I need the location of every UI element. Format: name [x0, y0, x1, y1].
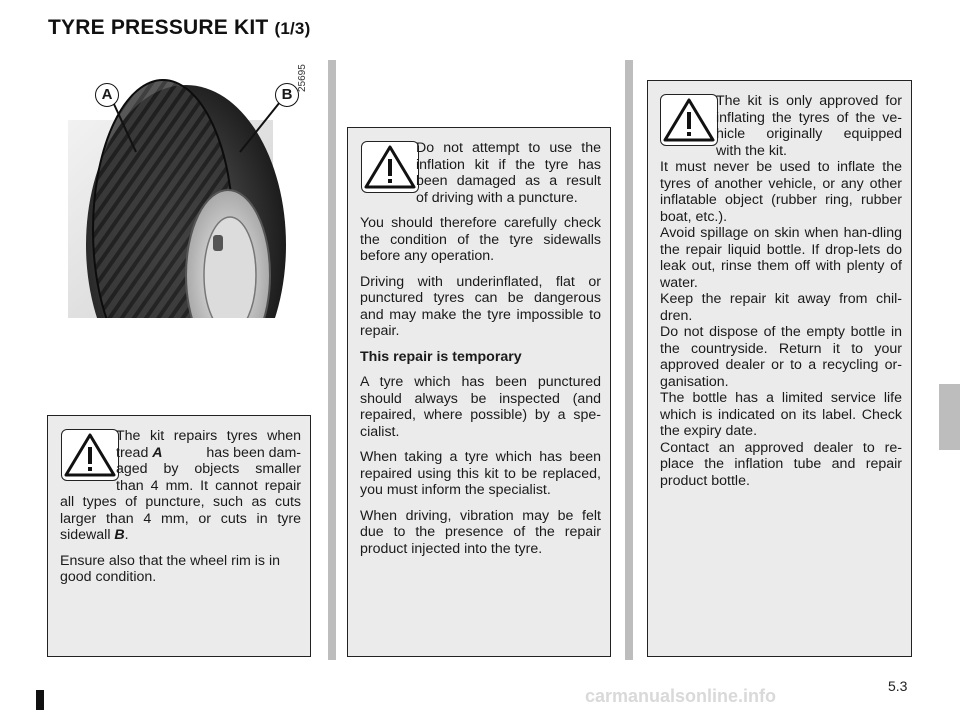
middle-paragraph-check: You should therefore carefully check the condition of the tyre sidewalls before any operation.: [360, 215, 601, 264]
middle-paragraph-danger: Driving with underinflated, flat or punctured tyres can be dangerous and may make the tyre impossible to repair.: [360, 273, 601, 339]
callout-label-b: [275, 83, 299, 107]
tread-line-rest: has been dam-: [206, 444, 301, 461]
right-paragraph-other-vehicles: It must never be used to inflate the tyres of another vehicle, or any other inflatable object (rubber ring, rubber boat, etc.).: [660, 159, 902, 225]
tyre-illustration: [68, 60, 318, 320]
left-intro-line-3: aged by objects smaller: [116, 461, 301, 477]
left-line-7: sidewall B.: [60, 527, 129, 543]
right-paragraph-spillage: Avoid spillage on skin when han-dling the repair liquid bottle. If drop-lets do leak out, rinse them off with plenty of water.: [660, 225, 902, 291]
left-panel-text: [60, 428, 301, 595]
left-intro-line-2: [60, 445, 301, 462]
right-intro-line-4: with the kit.: [716, 142, 787, 159]
callout-label-b-text: B: [281, 86, 293, 103]
middle-intro-line-4: of driving with a puncture.: [416, 189, 578, 206]
callout-label-a: [95, 83, 119, 107]
tread-word: tread A: [116, 444, 163, 461]
left-intro-line-1: The kit repairs tyres when: [116, 428, 301, 444]
page-title: [48, 16, 310, 40]
warning-panel-left: [47, 415, 311, 657]
middle-paragraph-vibration: When driving, vibration may be felt due to the presence of the repair product injected into the tyre.: [360, 507, 601, 557]
warning-panel-middle: [347, 127, 611, 657]
page-title-suffix: (1/3): [274, 19, 311, 38]
middle-paragraph-inspect: A tyre which has been punctured should always be inspected (and repaired, where possible) by a spe-cialist.: [360, 374, 601, 440]
section-thumb-tab: [939, 384, 960, 450]
crop-mark: [36, 690, 44, 710]
middle-intro-line-1: Do not attempt to use the: [416, 140, 601, 156]
left-line-6: larger than 4 mm, or cuts in tyre: [60, 510, 301, 527]
right-paragraph-contact-dealer: Contact an approved dealer to re-place the inflation tube and repair product bottle.: [660, 439, 902, 489]
right-paragraph-disposal: Do not dispose of the empty bottle in the countryside. Return it to your approved dealer or to a recycling or-ganisation.: [660, 324, 902, 390]
callout-label-a-text: A: [101, 86, 113, 103]
right-paragraph-service-life: The bottle has a limited service life which is indicated on its label. Check the expiry date.: [660, 390, 902, 439]
middle-paragraph-temporary: This repair is temporary: [360, 348, 522, 365]
right-panel-text: [660, 93, 902, 489]
right-intro: [660, 93, 902, 159]
right-paragraph-children: Keep the repair kit away from chil-dren.: [660, 291, 902, 324]
page-number: 5.3: [888, 678, 908, 694]
right-intro-line-2: inflating the tyres of the ve-: [716, 109, 902, 126]
warning-panel-right: [647, 80, 912, 657]
middle-intro-line-3: been damaged as a result: [416, 173, 601, 189]
left-intro-line-4: than 4 mm. It cannot repair: [116, 477, 301, 494]
left-paragraph-rim: Ensure also that the wheel rim is in good condition.: [60, 552, 281, 585]
middle-intro: [360, 140, 601, 206]
figure-reference-number: 25695: [297, 64, 308, 92]
middle-panel-text: [360, 140, 601, 566]
column-divider-right: [625, 60, 633, 660]
right-intro-line-3: hicle originally equipped: [716, 126, 902, 142]
column-divider-left: [328, 60, 336, 660]
page-title-text: TYRE PRESSURE KIT: [48, 16, 269, 39]
right-intro-line-1: The kit is only approved for: [716, 93, 902, 109]
middle-paragraph-inform: When taking a tyre which has been repaired using this kit to be replaced, you must inform the specialist.: [360, 449, 601, 498]
watermark: carmanualsonline.info: [585, 686, 777, 706]
middle-intro-line-2: inflation kit if the tyre has: [416, 156, 601, 173]
left-line-5: all types of puncture, such as cuts: [60, 494, 301, 510]
